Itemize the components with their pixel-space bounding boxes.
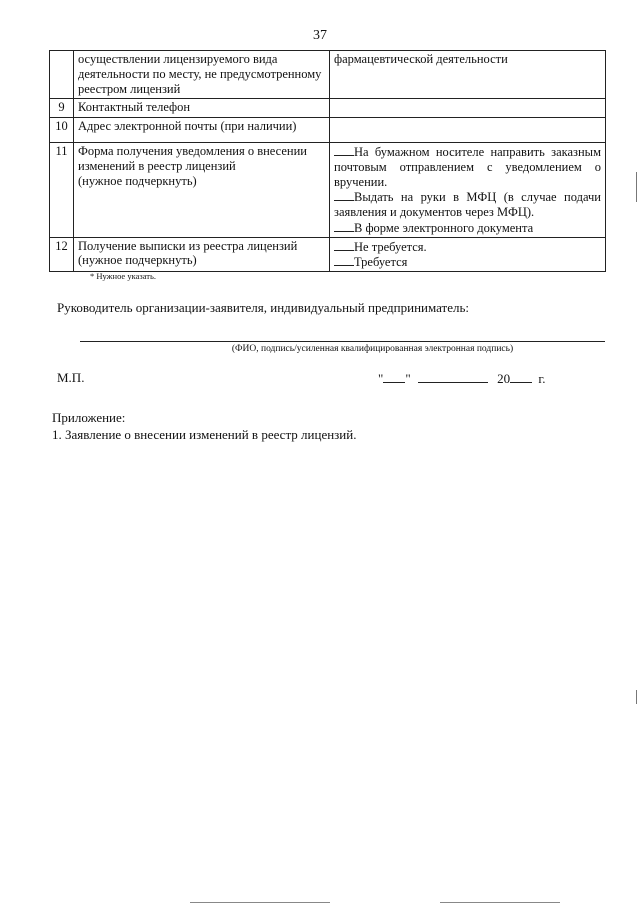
date-quote-close: " (405, 371, 411, 386)
table-row (50, 118, 606, 143)
row-value (330, 99, 606, 118)
table-row (50, 143, 606, 238)
underline-blank (334, 239, 354, 251)
row-number (50, 51, 74, 99)
date-century: 20 (497, 371, 511, 386)
underline-blank (334, 220, 354, 232)
option-electronic (334, 220, 601, 236)
option-not-required (334, 239, 601, 255)
scan-bottom-mark (440, 902, 560, 903)
signature-line (80, 341, 605, 342)
row-value (330, 118, 606, 143)
table-row (50, 237, 606, 272)
row-number: 11 (50, 143, 74, 238)
signer-label: Руководитель организации-заявителя, индивидуальный предприниматель: (57, 300, 470, 315)
date-suffix: г. (538, 371, 546, 386)
row-number: 10 (50, 118, 74, 143)
option-cell (330, 143, 606, 238)
scan-bottom-mark (190, 902, 330, 903)
row-label-note: (нужное подчеркнуть) (78, 253, 197, 268)
row-label (74, 237, 330, 272)
option-text: На бумажном носителе направить заказным почтовым отправлением с уведомлением о вручении. (334, 145, 601, 189)
attachment-heading: Приложение: (52, 410, 126, 425)
table-row (50, 99, 606, 118)
row-label-text: Форма получения уведомления о внесении изменений в реестр лицензий (78, 144, 307, 173)
signature-caption: (ФИО, подпись/усиленная квалифицированная электронная подпись) (231, 344, 514, 354)
scan-edge-mark (636, 172, 637, 202)
date-field (378, 370, 546, 387)
option-cell (330, 237, 606, 272)
date-month-blank (418, 370, 488, 383)
underline-blank (334, 254, 354, 266)
row-number: 9 (50, 99, 74, 118)
row-label-text: Получение выписки из реестра лицензий (78, 238, 298, 253)
form-table (49, 50, 606, 272)
option-text: Требуется (354, 255, 408, 270)
table-row (50, 51, 606, 99)
attachment-item: 1. Заявление о внесении изменений в реестр лицензий. (52, 427, 357, 442)
option-required (334, 254, 601, 270)
option-text: Выдать на руки в МФЦ (в случае подачи заявления и документов через МФЦ). (334, 190, 601, 219)
stamp-label: М.П. (57, 370, 85, 385)
row-label: осуществлении лицензируемого вида деятельности по месту, не предусмотренному реестром лицензий (74, 51, 330, 99)
date-day-blank (383, 370, 405, 383)
row-number: 12 (50, 237, 74, 272)
underline-blank (334, 144, 354, 156)
option-mfc (334, 189, 601, 220)
row-label: Адрес электронной почты (при наличии) (74, 118, 330, 143)
row-label: Контактный телефон (74, 99, 330, 118)
date-year-blank (510, 370, 532, 383)
row-label (74, 143, 330, 238)
underline-blank (334, 189, 354, 201)
scan-edge-mark (636, 690, 637, 704)
page-number: 37 (313, 28, 327, 43)
row-value: фармацевтической деятельности (330, 51, 606, 99)
option-text: В форме электронного документа (354, 220, 534, 235)
date-quote-open: " (378, 371, 384, 386)
footnote: * Нужное указать. (90, 271, 156, 281)
row-label-note: (нужное подчеркнуть) (78, 173, 197, 188)
option-text: Не требуется. (354, 239, 427, 254)
option-paper (334, 144, 601, 189)
